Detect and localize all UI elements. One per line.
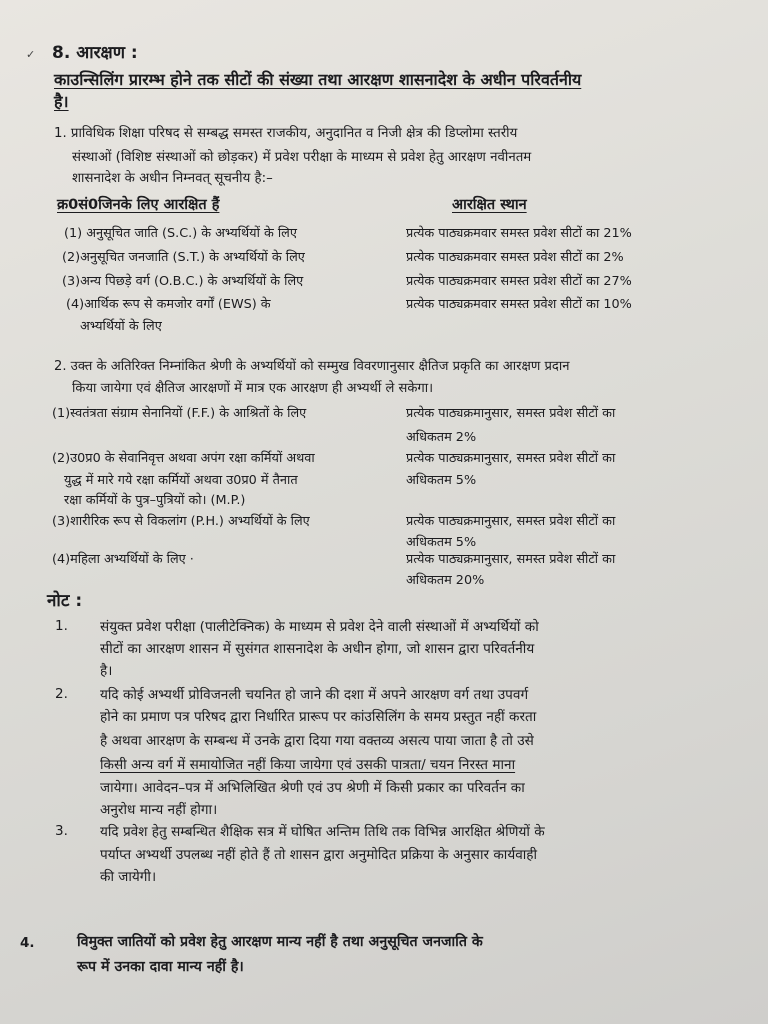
- para1-line-3: शासनादेश के अधीन निम्नवत् सूचनीय है:–: [72, 171, 273, 186]
- heading-line-1: काउन्सिलिंग प्रारम्भ होने तक सीटों की संख्या तथा आरक्षण शासनादेश के अधीन परिवर्तनीय: [54, 70, 582, 89]
- point-4-number: 4.: [20, 935, 35, 951]
- table1-row-1-left: (1) अनुसूचित जाति (S.C.) के अभ्यर्थियों के लिए: [64, 226, 297, 241]
- para1-line-1: 1. प्राविधिक शिक्षा परिषद से सम्बद्ध समस्त राजकीय, अनुदानित व निजी क्षेत्र की डिप्लोमा स्तरीय: [54, 126, 518, 141]
- para2-line-2: किया जायेगा एवं क्षैतिज आरक्षणों में मात्र एक आरक्षण ही अभ्यर्थी ले सकेगा।: [72, 381, 434, 396]
- table2-row-2-left-2: युद्ध में मारे गये रक्षा कर्मियों अथवा उ0प्र0 में तैनात: [64, 473, 298, 488]
- table1-row-1-right: प्रत्येक पाठ्यक्रमवार समस्त प्रवेश सीटों का 21%: [406, 226, 632, 241]
- table2-row-3-left: (3)शारीरिक रूप से विकलांग (P.H.) अभ्यर्थियों के लिए: [52, 514, 310, 529]
- tick-mark: ✓: [26, 48, 36, 61]
- point-4-line-2: रूप में उनका दावा मान्य नहीं है।: [77, 959, 244, 975]
- note-2-line-5: जायेगा। आवेदन–पत्र में अभिलिखित श्रेणी एवं उप श्रेणी में किसी प्रकार का परिवर्तन का: [100, 780, 525, 796]
- note-2-line-3: है अथवा आरक्षण के सम्बन्ध में उनके द्वारा दिया गया वक्तव्य असत्य पाया जाता है तो उसे: [100, 733, 534, 749]
- table2-row-2-right-2: अधिकतम 5%: [406, 473, 477, 488]
- table2-row-1-left: (1)स्वतंत्रता संग्राम सेनानियों (F.F.) के आश्रितों के लिए: [52, 406, 307, 421]
- note-3-line-3: की जायेगी।: [100, 869, 157, 885]
- table2-row-2-left-3: रक्षा कर्मियों के पुत्र–पुत्रियों को। (M.P.): [64, 493, 246, 508]
- table1-row-3-right: प्रत्येक पाठ्यक्रमवार समस्त प्रवेश सीटों का 27%: [406, 274, 632, 289]
- table2-row-4-left: (4)महिला अभ्यर्थियों के लिए ·: [52, 552, 194, 567]
- para2-line-1: 2. उक्त के अतिरिक्त निम्नांकित श्रेणी के अभ्यर्थियों को सम्मुख विवरणानुसार क्षैतिज प्रकृति का आरक्षण प्रदान: [54, 359, 570, 374]
- table2-row-2-right-1: प्रत्येक पाठ्यक्रमानुसार, समस्त प्रवेश सीटों का: [406, 451, 616, 466]
- table2-row-4-right-2: अधिकतम 20%: [406, 573, 485, 588]
- table2-row-3-right-1: प्रत्येक पाठ्यक्रमानुसार, समस्त प्रवेश सीटों का: [406, 514, 616, 529]
- table2-row-3-right-2: अधिकतम 5%: [406, 535, 477, 550]
- note-1-number: 1.: [55, 618, 68, 634]
- note-2-line-1: यदि कोई अभ्यर्थी प्रोविजनली चयनित हो जाने की दशा में अपने आरक्षण वर्ग तथा उपवर्ग: [100, 687, 529, 703]
- note-2-line-2: होने का प्रमाण पत्र परिषद द्वारा निर्धारित प्रारूप पर कांउसिलिंग के समय प्रस्तुत नहीं करता: [100, 709, 537, 725]
- table2-row-2-left-1: (2)उ0प्र0 के सेवानिवृत्त अथवा अपंग रक्षा कर्मियों अथवा: [52, 451, 315, 466]
- note-3-line-2: पर्याप्त अभ्यर्थी उपलब्ध नहीं होते हैं तो शासन द्वारा अनुमोदित प्रक्रिया के अनुसार कार्यवाही: [100, 847, 538, 863]
- note-3-line-1: यदि प्रवेश हेतु सम्बन्धित शैक्षिक सत्र में घोषित अन्तिम तिथि तक विभिन्न आरक्षित श्रेणियों के: [100, 824, 545, 840]
- table1-row-2-left: (2)अनुसूचित जनजाति (S.T.) के अभ्यर्थियों के लिए: [62, 250, 305, 265]
- heading-line-2: है।: [54, 92, 69, 111]
- note-2-line-4: किसी अन्य वर्ग में समायोजित नहीं किया जायेगा एवं उसकी पात्रता/ चयन निरस्त माना: [100, 757, 516, 773]
- table1-row-4-left-1: (4)आर्थिक रूप से कमजोर वर्गों (EWS) के: [66, 297, 271, 312]
- para1-line-2: संस्थाओं (विशिष्ट संस्थाओं को छोड़कर) में प्रवेश परीक्षा के माध्यम से प्रवेश हेतु आरक्षण नवीनतम: [72, 150, 532, 165]
- note-2-number: 2.: [55, 686, 68, 702]
- table2-row-1-right-2: अधिकतम 2%: [406, 430, 477, 445]
- point-4-line-1: विमुक्त जातियों को प्रवेश हेतु आरक्षण मान्य नहीं है तथा अनुसूचित जनजाति के: [77, 934, 483, 950]
- table1-row-4-right: प्रत्येक पाठ्यक्रमवार समस्त प्रवेश सीटों का 10%: [406, 297, 632, 312]
- note-2-line-6: अनुरोध मान्य नहीं होगा।: [100, 802, 218, 818]
- table1-row-4-left-2: अभ्यर्थियों के लिए: [80, 319, 162, 334]
- table1-row-3-left: (3)अन्य पिछड़े वर्ग (O.B.C.) के अभ्यर्थियों के लिए: [62, 274, 304, 289]
- note-3-number: 3.: [55, 823, 68, 839]
- table1-row-2-right: प्रत्येक पाठ्यक्रमवार समस्त प्रवेश सीटों का 2%: [406, 250, 624, 265]
- note-1-line-1: संयुक्त प्रवेश परीक्षा (पालीटेक्निक) के माध्यम से प्रवेश देने वाली संस्थाओं में अभ्यर्थियों को: [100, 619, 539, 635]
- table2-row-4-right-1: प्रत्येक पाठ्यक्रमानुसार, समस्त प्रवेश सीटों का: [406, 552, 616, 567]
- table2-row-1-right-1: प्रत्येक पाठ्यक्रमानुसार, समस्त प्रवेश सीटों का: [406, 406, 616, 421]
- section-title: 8. आरक्षण :: [52, 43, 138, 63]
- note-1-line-3: है।: [100, 663, 113, 679]
- table1-col1-header: क्र0सं0जिनके लिए आरक्षित हैं: [57, 197, 220, 213]
- table1-col2-header: आरक्षित स्थान: [452, 197, 527, 213]
- note-label: नोट :: [47, 591, 83, 611]
- note-1-line-2: सीटों का आरक्षण शासन में सुसंगत शासनादेश के अधीन होगा, जो शासन द्वारा परिवर्तनीय: [100, 641, 535, 657]
